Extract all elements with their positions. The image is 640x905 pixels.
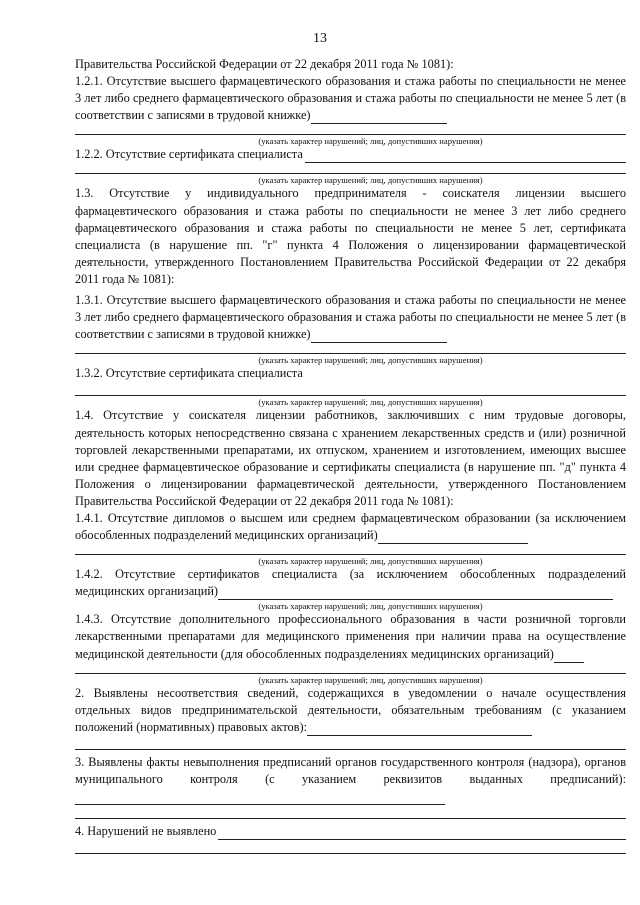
intro-line: Правительства Российской Федерации от 22 декабря 2011 года № 1081): — [75, 57, 454, 71]
paragraph-1-4-1-text: 1.4.1. Отсутствие дипломов о высшем или среднем фармацевтическом образовании (за исключением обособленных подразделений медицинских организаций) — [75, 510, 626, 543]
caption: (указать характер нарушений; лиц, допустивших нарушения) — [258, 601, 483, 612]
blank-line[interactable] — [75, 382, 626, 396]
paragraph-1-3-1 — [75, 292, 626, 343]
paragraph-1-4-3 — [75, 611, 626, 662]
blank-field[interactable] — [218, 587, 613, 600]
blank-line[interactable] — [75, 663, 626, 674]
paragraph-2-text: 2. Выявлены несоответствия сведений, содержащихся в уведомлении о начале осуществления отдельных видов предпринимательской деятельности, обязательным требованиям (с указанием положений (нормативных) правовых актов): — [75, 685, 626, 734]
paragraph-4 — [75, 823, 626, 840]
paragraph-4-text: 4. Нарушений не выявлено — [75, 824, 217, 839]
caption: (указать характер нарушений; лиц, допустивших нарушения) — [258, 136, 483, 147]
paragraph-1-2-2 — [75, 146, 626, 163]
paragraph-1-3-2: 1.3.2. Отсутствие сертификата специалиста — [75, 366, 303, 381]
blank-field[interactable] — [378, 531, 528, 544]
blank-line[interactable] — [75, 124, 626, 135]
blank-field[interactable] — [218, 827, 626, 840]
paragraph-1-4-2-text: 1.4.2. Отсутствие сертификатов специалиста (за исключением обособленных подразделений медицинских организаций) — [75, 567, 626, 599]
page-number: 13 — [313, 31, 327, 46]
paragraph-1-3: 1.3. Отсутствие у индивидуального предпринимателя - соискателя лицензии высшего фармацевтического образования и стажа работы по специальности не менее 3 лет либо среднего фармацевтического образования и стажа работы по специальности не менее 5 лет, сертификата специалиста (в нарушение пп. "г" пункта 4 Положения о лицензировании фармацевтической деятельности, утвержденного Постановлением Правительства Российской Федерации от 22 декабря 2011 года № 1081): — [75, 186, 626, 286]
caption: (указать характер нарушений; лиц, допустивших нарушения) — [258, 397, 483, 408]
document-body — [75, 56, 626, 854]
caption: (указать характер нарушений; лиц, допустивших нарушения) — [258, 175, 483, 186]
paragraph-1-2-1 — [75, 73, 626, 124]
paragraph-3 — [75, 754, 626, 805]
paragraph-2 — [75, 685, 626, 736]
paragraph-1-4-2 — [75, 566, 626, 600]
paragraph-1-2-2-text: 1.2.2. Отсутствие сертификата специалиста — [75, 147, 303, 162]
caption: (указать характер нарушений; лиц, допустивших нарушения) — [258, 556, 483, 567]
blank-field[interactable] — [311, 330, 447, 343]
blank-field[interactable] — [75, 792, 445, 805]
blank-field[interactable] — [305, 150, 626, 163]
blank-line[interactable] — [75, 343, 626, 354]
caption: (указать характер нарушений; лиц, допустивших нарушения) — [258, 674, 483, 685]
blank-field[interactable] — [311, 111, 447, 124]
caption: (указать характер нарушений; лиц, допустивших нарушения) — [258, 355, 483, 366]
blank-field[interactable] — [307, 723, 532, 736]
paragraph-1-2-1-text: 1.2.1. Отсутствие высшего фармацевтического образования и стажа работы по специальности не менее 3 лет либо среднего фармацевтического образования и стажа работы по специальности не менее 5 лет (в соответствии с записями в трудовой книжке) — [75, 74, 626, 123]
paragraph-1-3-1-text: 1.3.1. Отсутствие высшего фармацевтического образования и стажа работы по специальности не менее 3 лет либо среднего фармацевтического образования и стажа работы по специальности не менее 5 лет (в соответствии с записями в трудовой книжке) — [75, 293, 626, 342]
paragraph-3-text: 3. Выявлены факты невыполнения предписаний органов государственного контроля (надзора), органов муниципального контроля (с указанием реквизитов выданных предписаний): — [75, 754, 626, 786]
paragraph-1-4-3-text: 1.4.3. Отсутствие дополнительного профессионального образования в части розничной торговли лекарственными препаратами для медицинского применения при наличии права на осуществление медицинской деятельности (для обособленных подразделениях медицинских организаций) — [75, 612, 626, 661]
blank-line[interactable] — [75, 840, 626, 854]
blank-line[interactable] — [75, 163, 626, 174]
blank-field[interactable] — [554, 650, 584, 663]
blank-line[interactable] — [75, 544, 626, 555]
blank-line[interactable] — [75, 805, 626, 819]
paragraph-1-4: 1.4. Отсутствие у соискателя лицензии работников, заключивших с ним трудовые договоры, деятельность которых непосредственно связана с хранением лекарственных средств и (или) розничной торговлей лекарственными препаратами, их отпуском, хранением и изготовлением, имеющих высшее или среднее фармацевтическое образование и сертификаты специалиста (в нарушение пп. "д" пункта 4 Положения о лицензировании фармацевтической деятельности, утвержденного Постановлением Правительства Российской Федерации от 22 декабря 2011 года № 1081): — [75, 408, 626, 508]
paragraph-1-4-1 — [75, 510, 626, 544]
blank-line[interactable] — [75, 736, 626, 750]
